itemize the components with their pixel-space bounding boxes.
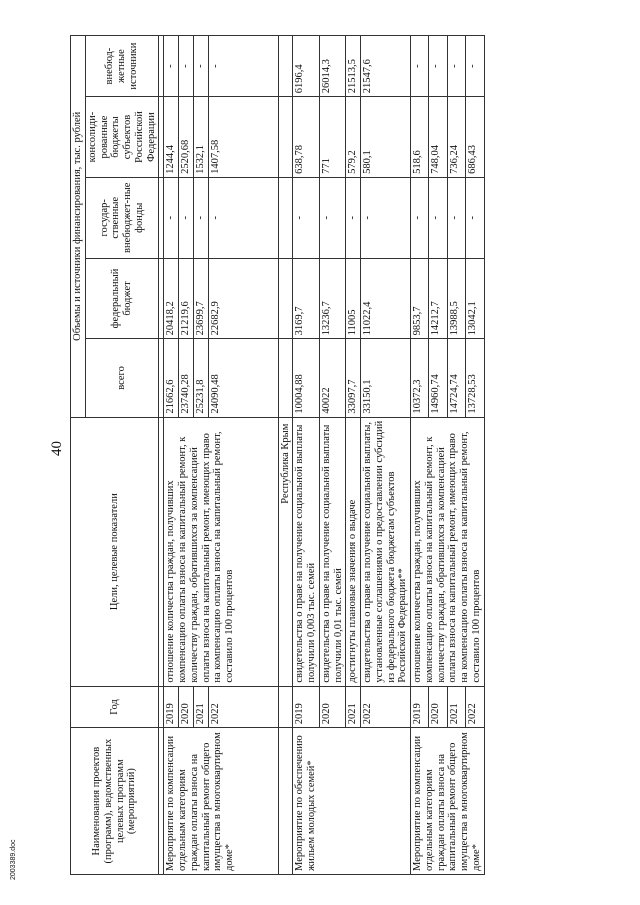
region-title: Республика Крым <box>278 417 293 686</box>
other-cell: - <box>466 36 484 97</box>
year-cell: 2019 <box>411 686 429 728</box>
goal-cell: отношение количества граждан, получивших компенсацию оплаты взноса на капитальный ремонт, к количеству граждан, обратившихся за компенсацией оплаты взноса на капитальный ремонт, имеющих право на компенсацию оплаты взноса на капитальный ремонт, составило 100 процентов <box>164 417 278 686</box>
year-cell: 2019 <box>164 686 179 728</box>
extrabudget-cell: - <box>164 177 179 258</box>
total-cell: 13728,53 <box>466 339 484 417</box>
document-code: 2003389.doc <box>10 839 17 880</box>
federal-cell: 22682,9 <box>208 258 278 339</box>
federal-cell: 20418,2 <box>164 258 179 339</box>
total-cell: 10372,3 <box>411 339 429 417</box>
regional-cell: 1532,1 <box>193 97 208 178</box>
total-cell: 24090,48 <box>208 339 278 417</box>
goal-cell: отношение количества граждан, получивших компенсацию оплаты взноса на капитальный ремонт, к количеству граждан, обратившихся за компенсацией оплаты взноса на капитальный ремонт, имеющих право на компенсацию оплаты взноса на капитальный ремонт, составило 100 процентов <box>411 417 485 686</box>
project-name: Мероприятие по обеспечению жильем молодых семей* <box>293 728 411 875</box>
extrabudget-cell: - <box>346 177 361 258</box>
other-cell: - <box>179 36 194 97</box>
regional-cell: 1244,4 <box>164 97 179 178</box>
regional-cell: 579,2 <box>346 97 361 178</box>
year-cell: 2020 <box>319 686 346 728</box>
regional-cell: 638,78 <box>293 97 320 178</box>
federal-cell: 14212,7 <box>429 258 447 339</box>
extrabudget-cell: - <box>411 177 429 258</box>
regional-cell: 686,43 <box>466 97 484 178</box>
other-cell: 21547,6 <box>361 36 411 97</box>
total-cell: 14960,74 <box>429 339 447 417</box>
regional-cell: 518,6 <box>411 97 429 178</box>
federal-cell: 13236,7 <box>319 258 346 339</box>
other-cell: - <box>208 36 278 97</box>
total-cell: 40022 <box>319 339 346 417</box>
total-cell: 33097,7 <box>346 339 361 417</box>
goal-cell: свидетельства о праве на получение социальной выплаты получили 0,01 тыс. семей <box>319 417 346 686</box>
year-cell: 2020 <box>429 686 447 728</box>
total-cell: 25231,8 <box>193 339 208 417</box>
federal-cell: 11005 <box>346 258 361 339</box>
header-extrabudget: государ-ственные внебюджет-ные фонды <box>85 177 159 258</box>
regional-cell: 771 <box>319 97 346 178</box>
year-cell: 2020 <box>179 686 194 728</box>
year-cell: 2019 <box>293 686 320 728</box>
regional-cell: 1407,58 <box>208 97 278 178</box>
federal-cell: 9853,7 <box>411 258 429 339</box>
extrabudget-cell: - <box>361 177 411 258</box>
total-cell: 33150,1 <box>361 339 411 417</box>
extrabudget-cell: - <box>319 177 346 258</box>
year-cell: 2022 <box>466 686 484 728</box>
project-name: Мероприятие по компенсации отдельным категориям граждан оплаты взноса на капитальный ремонт общего имущества в многоквартирном доме* <box>411 728 485 875</box>
total-cell: 23740,28 <box>179 339 194 417</box>
other-cell: - <box>411 36 429 97</box>
total-cell: 10004,88 <box>293 339 320 417</box>
rotated-table-container <box>70 35 630 875</box>
funding-table <box>70 35 485 875</box>
region-row <box>278 36 293 875</box>
header-federal: федеральный бюджет <box>85 258 159 339</box>
table-row <box>411 36 429 875</box>
other-cell: 6196,4 <box>293 36 320 97</box>
year-cell: 2021 <box>447 686 465 728</box>
goal-cell: свидетельства о праве на получение социальной выплаты получили 0,003 тыс. семей <box>293 417 320 686</box>
goal-cell: свидетельства о праве на получение социальной выплаты, установленные соглашениями о предоставлении субсидий из федерального бюджета бюджетам субъектов Российской Федерации** <box>361 417 411 686</box>
other-cell: 21513,5 <box>346 36 361 97</box>
header-total: всего <box>85 339 159 417</box>
year-cell: 2022 <box>361 686 411 728</box>
extrabudget-cell: - <box>179 177 194 258</box>
regional-cell: 748,04 <box>429 97 447 178</box>
regional-cell: 580,1 <box>361 97 411 178</box>
other-cell: - <box>429 36 447 97</box>
federal-cell: 3169,7 <box>293 258 320 339</box>
extrabudget-cell: - <box>429 177 447 258</box>
other-cell: 26014,3 <box>319 36 346 97</box>
header-funding: Объемы и источники финансирования, тыс. рублей <box>71 36 86 418</box>
extrabudget-cell: - <box>293 177 320 258</box>
regional-cell: 2520,68 <box>179 97 194 178</box>
goal-cell: достигнуты плановые значения о выдаче <box>346 417 361 686</box>
extrabudget-cell: - <box>466 177 484 258</box>
extrabudget-cell: - <box>193 177 208 258</box>
federal-cell: 21219,6 <box>179 258 194 339</box>
total-cell: 14724,74 <box>447 339 465 417</box>
other-cell: - <box>164 36 179 97</box>
regional-cell: 736,24 <box>447 97 465 178</box>
federal-cell: 11022,4 <box>361 258 411 339</box>
header-name: Наименования проектов (программ), ведомственных целевых программ (мероприятий) <box>71 728 159 875</box>
year-cell: 2022 <box>208 686 278 728</box>
federal-cell: 23699,7 <box>193 258 208 339</box>
other-cell: - <box>447 36 465 97</box>
year-cell: 2021 <box>193 686 208 728</box>
project-name: Мероприятие по компенсации отдельным категориям граждан оплаты взноса на капитальный ремонт общего имущества в многоквартирном доме* <box>164 728 278 875</box>
header-goal: Цели, целевые показатели <box>71 417 159 686</box>
table-row <box>293 36 320 875</box>
table-row <box>164 36 179 875</box>
federal-cell: 13042,1 <box>466 258 484 339</box>
year-cell: 2021 <box>346 686 361 728</box>
extrabudget-cell: - <box>208 177 278 258</box>
extrabudget-cell: - <box>447 177 465 258</box>
total-cell: 21662,6 <box>164 339 179 417</box>
other-cell: - <box>193 36 208 97</box>
header-other: внебюд-жетные источники <box>85 36 159 97</box>
header-regional: консолиди-рованные бюджеты субъектов Российской Федерации <box>85 97 159 178</box>
page-number: 40 <box>49 441 65 456</box>
federal-cell: 13988,5 <box>447 258 465 339</box>
header-year: Год <box>71 686 159 728</box>
